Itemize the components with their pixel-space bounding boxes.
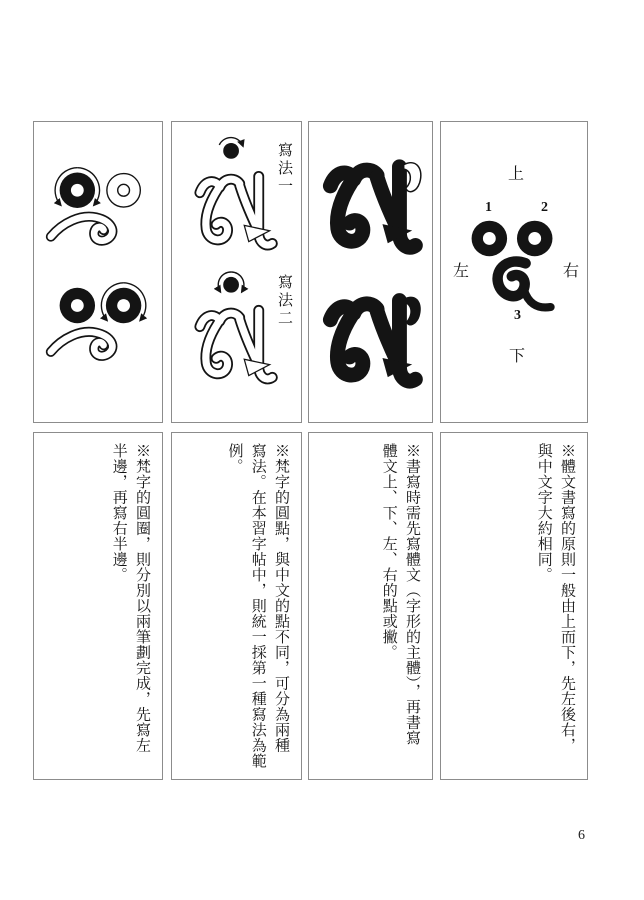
panel-dot-methods-note: [171, 432, 302, 780]
note-text: [34, 433, 162, 779]
stroke2-circle: [517, 221, 553, 257]
panel-body-first-note: [308, 432, 433, 780]
glyph-outline-method1: [200, 138, 272, 246]
panel-circle-strokes-figure: [33, 121, 163, 423]
stroke1-circle: [472, 221, 508, 257]
step3-number: 3: [514, 308, 521, 323]
note-line: ※書寫時需先寫體文（字形的主體），再書寫: [404, 443, 420, 746]
direction-right-label: 右: [563, 263, 580, 280]
stroke3-curl: [498, 261, 551, 307]
method2-label: 寫法二: [276, 274, 292, 328]
note-line: ※梵字的圓圈，則分別以兩筆劃完成，先寫左: [134, 443, 150, 753]
note-line: 半邊，再寫右半邊。: [110, 443, 127, 583]
note-line: ※梵字的圓點，與中文的點不同，可分為兩種: [273, 443, 289, 753]
panel-body-first-figure: [308, 121, 433, 423]
step2-number: 2: [541, 200, 548, 215]
page-number: 6: [578, 828, 585, 843]
glyph-outline-method2: [200, 272, 272, 379]
glyph-body-only: [330, 163, 420, 248]
direction-top-label: 上: [508, 166, 525, 183]
siddham-i-circle-stroke-diagram: [34, 122, 162, 422]
method1-label: 寫法一: [276, 142, 292, 196]
panel-stroke-order-note: [440, 432, 588, 780]
direction-bottom-label: 下: [509, 348, 526, 365]
siddham-a-body-diagram: [309, 122, 432, 422]
note-text: [441, 433, 587, 779]
step1-number: 1: [485, 200, 492, 215]
anusvara-dot: [223, 143, 239, 159]
anusvara-dot: [223, 277, 239, 293]
note-line: 與中文字大約相同。: [535, 443, 552, 583]
panel-dot-methods-figure: [171, 121, 302, 423]
direction-left-label: 左: [453, 263, 470, 280]
panel-stroke-order-figure: [440, 121, 588, 423]
glyph-complete: [330, 297, 420, 382]
circle-demo-step1: [51, 168, 141, 241]
note-line: 寫法。在本習字帖中，則統一採第一種寫法為範: [249, 443, 266, 769]
note-line: 例。: [226, 443, 243, 474]
note-line: ※體文書寫的原則一般由上而下，先左後右，: [559, 443, 575, 753]
panel-circle-strokes-note: [33, 432, 163, 780]
note-text: [172, 433, 301, 779]
circle-demo-step2: [51, 283, 146, 356]
note-line: 體文上、下、左、右的點或撇。: [380, 443, 397, 660]
note-text: [309, 433, 432, 779]
